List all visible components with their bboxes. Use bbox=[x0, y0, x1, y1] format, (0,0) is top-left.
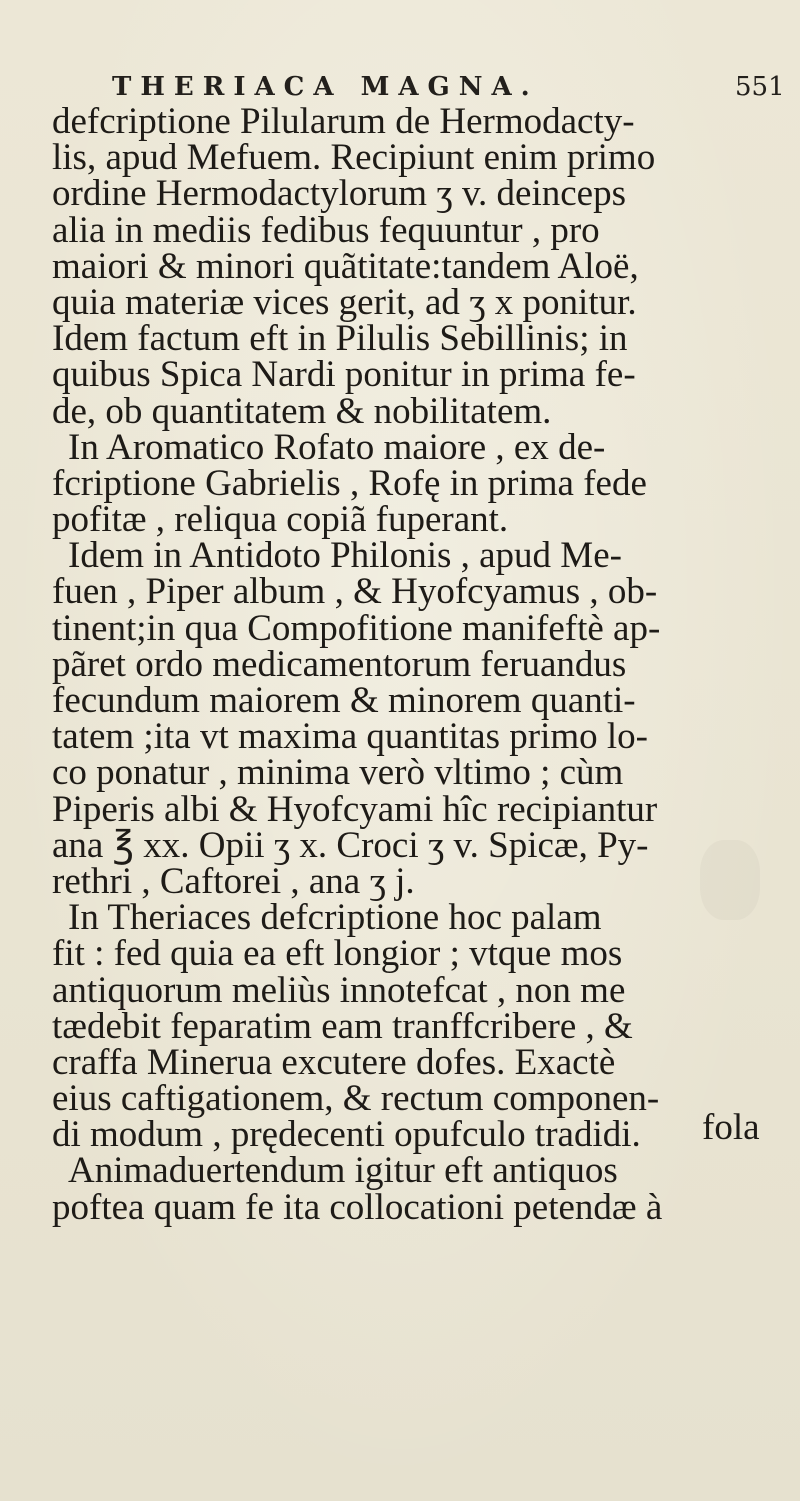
text-line: fcriptione Gabrielis , Rofę in prima fede bbox=[52, 462, 647, 504]
running-title: THERIACA MAGNA. bbox=[112, 72, 539, 102]
text-line: pãret ordo medicamentorum feruandus bbox=[52, 643, 627, 685]
text-line: fecundum maiorem & minorem quanti- bbox=[52, 680, 636, 721]
paragraph-start-line: Animaduertendum igitur eft antiquos bbox=[68, 1150, 618, 1192]
text-line: co ponatur , minima verò vltimo ; cùm bbox=[52, 752, 624, 794]
paragraph-start-line: In Aromatico Rofato maiore , ex de- bbox=[68, 426, 606, 468]
text-line: defcriptione Pilularum de Hermodacty- bbox=[52, 101, 635, 142]
text-line: tatem ;ita vt maxima quantitas primo lo- bbox=[52, 716, 648, 758]
text-line: ana ℥ xx. Opii ʒ x. Croci ʒ v. Spicæ, Py- bbox=[52, 824, 649, 866]
page-number: 551 bbox=[735, 72, 785, 102]
text-line: alia in mediis fedibus fequuntur , pro bbox=[52, 209, 600, 251]
text-line: fit : fed quia ea eft longior ; vtque mos bbox=[52, 933, 623, 975]
text-line: fuen , Piper album , & Hyofcyamus , ob- bbox=[52, 571, 658, 613]
text-line: quia materiæ vices gerit, ad ʒ x ponitur. bbox=[52, 281, 637, 323]
text-line: di modum , prędecenti opufculo tradidi. bbox=[52, 1114, 641, 1156]
text-line: craffa Minerua excutere dofes. Exactè bbox=[52, 1041, 616, 1083]
text-line: Idem factum eft in Pilulis Sebillinis; in bbox=[52, 318, 628, 360]
text-line: poftea quam fe ita collocationi petendæ à bbox=[52, 1186, 663, 1228]
paragraph-start-line: Idem in Antidoto Philonis , apud Me- bbox=[68, 535, 622, 577]
text-line: antiquorum meliùs innotefcat , non me bbox=[52, 969, 626, 1011]
text-line: pofitæ , reliqua copiã fuperant. bbox=[52, 499, 509, 541]
text-line: de, ob quantitatem & nobilitatem. bbox=[52, 390, 552, 432]
paragraph-start-line: In Theriaces defcriptione hoc palam bbox=[68, 897, 602, 939]
text-line: maiori & minori quãtitate:tandem Aloë, bbox=[52, 245, 639, 287]
text-line: tinent;in qua Compofitione manifeftè ap- bbox=[52, 607, 661, 649]
text-line: quibus Spica Nardi ponitur in prima fe- bbox=[52, 354, 636, 396]
catchword: fola bbox=[702, 1107, 760, 1148]
body-text bbox=[52, 101, 762, 1228]
text-line: eius caftigationem, & rectum componen- bbox=[52, 1078, 660, 1120]
text-line: lis, apud Mefuem. Recipiunt enim primo bbox=[52, 137, 656, 179]
text-line: tædebit feparatim eam tranffcribere , & bbox=[52, 1005, 633, 1047]
text-line: Piperis albi & Hyofcyami hîc recipiantur bbox=[52, 788, 658, 830]
text-line: rethri , Caftorei , ana ʒ j. bbox=[52, 860, 415, 902]
text-line: ordine Hermodactylorum ʒ v. deinceps bbox=[52, 173, 626, 215]
